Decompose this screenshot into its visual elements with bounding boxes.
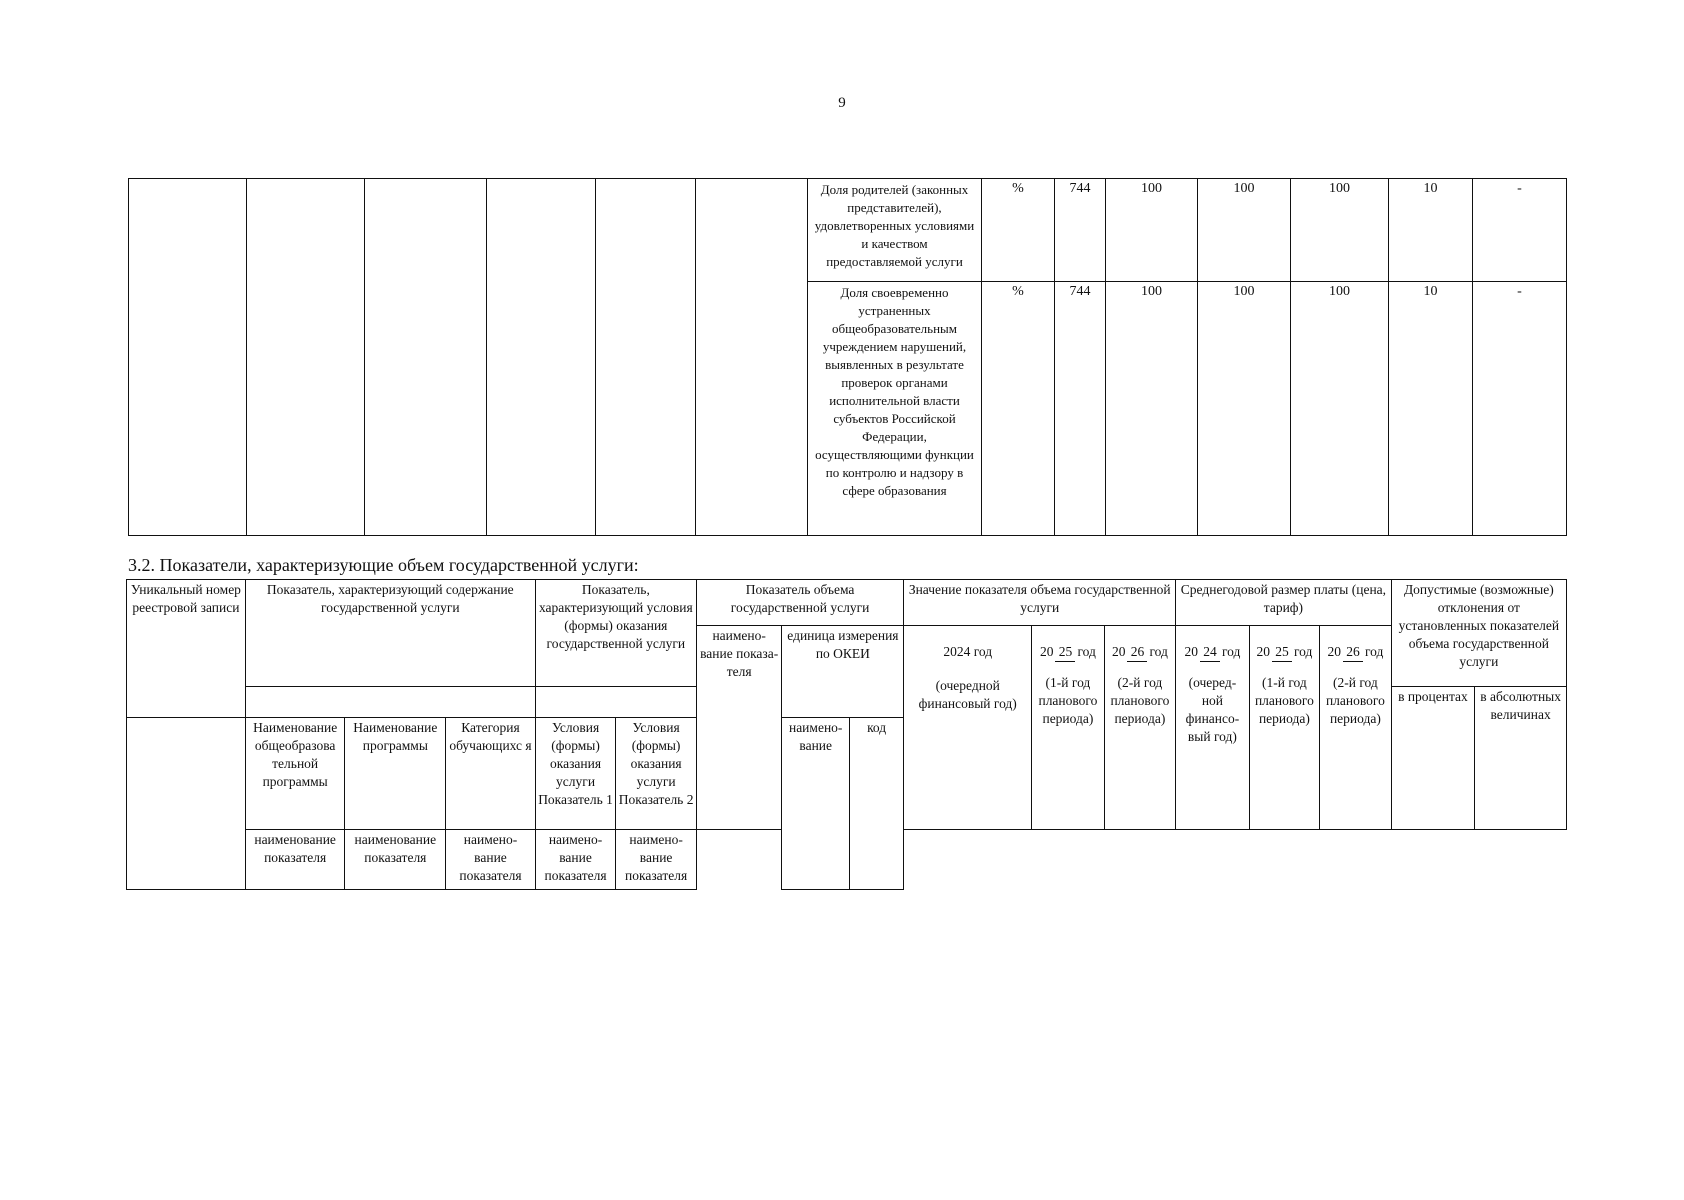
student-category-header: Категория обучающихс я	[446, 718, 536, 830]
year-prefix: 20	[1184, 644, 1198, 659]
value-2025-cell: 100	[1198, 282, 1291, 536]
indicator-name-cell: Доля родителей (законных представителей), удовлетворенных условиями и качеством предоставляемой услуги	[808, 179, 982, 282]
deviation-absolute-cell: -	[1473, 282, 1567, 536]
value-2026-cell: 100	[1291, 282, 1389, 536]
value-2025-header	[1032, 626, 1104, 830]
value-2026-note: (2-й год планового периода)	[1110, 675, 1170, 726]
empty-cell	[696, 179, 808, 536]
fee-2025-note: (1-й год планового периода)	[1254, 675, 1314, 726]
unit-cell: %	[982, 179, 1055, 282]
deviation-percent-cell: 10	[1389, 282, 1473, 536]
year-prefix: 20	[1111, 644, 1126, 659]
value-2024-cell: 100	[1106, 282, 1198, 536]
year-suffix: год	[1077, 644, 1096, 659]
indicator-name-label: наименование показателя	[245, 830, 345, 890]
value-2026-year	[1107, 643, 1174, 662]
year-digits: 25	[1055, 643, 1075, 662]
empty-cell	[247, 179, 365, 536]
volume-indicator-header: Показатель объема государственной услуги	[696, 580, 903, 626]
okei-code-cell: 744	[1055, 179, 1106, 282]
year-suffix: год	[1364, 644, 1384, 659]
deviation-percent-cell: 10	[1389, 179, 1473, 282]
fee-2024-note: (очеред- ной финансо- вый год)	[1185, 675, 1240, 744]
indicator-name-label: наименование показателя	[345, 830, 446, 890]
value-2024-year: 2024 год	[943, 644, 993, 659]
value-2025-year	[1034, 643, 1101, 662]
value-2026-cell: 100	[1291, 179, 1389, 282]
unit-name-header: наимено- вание	[782, 718, 849, 890]
fee-2024-year	[1178, 643, 1247, 662]
value-2024-cell: 100	[1106, 179, 1198, 282]
program-header: Наименование программы	[345, 718, 446, 830]
empty-cell	[129, 179, 247, 536]
year-digits: 26	[1343, 643, 1363, 662]
year-digits: 25	[1272, 643, 1292, 662]
condition-2-header: Условия (формы) оказания услуги Показатель 2	[616, 718, 697, 830]
allowed-deviation-header: Допустимые (возможные) отклонения от установленных показателей объема государственной услуги	[1391, 580, 1566, 687]
content-indicator-header: Показатель, характеризующий содержание государственной услуги	[245, 580, 535, 687]
conditions-indicator-header-blank	[535, 687, 696, 718]
year-digits: 26	[1127, 643, 1147, 662]
header-row	[127, 580, 1567, 626]
condition-1-header: Условия (формы) оказания услуги Показатель 1	[535, 718, 616, 830]
okei-code-cell: 744	[1055, 282, 1106, 536]
indicator-name-cell: Доля своевременно устраненных общеобразовательным учреждением нарушений, выявленных в результате проверок органами исполнительной власти субъектов Российской Федерации, осуществляющими функции по контролю и надзору в сфере образования	[808, 282, 982, 536]
content-indicator-header-blank	[245, 687, 535, 718]
volume-name-header: наимено- вание показа- теля	[696, 626, 782, 830]
annual-fee-header: Среднегодовой размер платы (цена, тариф)	[1176, 580, 1392, 626]
value-2024-note: (очередной финансовый год)	[918, 678, 1017, 711]
program-name-header: Наименование общеобразова тельной программы	[245, 718, 345, 830]
deviation-absolute-header: в абсолютных величинах	[1475, 687, 1567, 830]
fee-2024-header	[1176, 626, 1250, 830]
unit-code-header: код	[849, 718, 903, 890]
fee-2025-year	[1252, 643, 1317, 662]
volume-indicators-table	[126, 579, 1567, 890]
empty-cell	[596, 179, 696, 536]
deviation-absolute-cell: -	[1473, 179, 1567, 282]
table-row	[129, 179, 1567, 282]
fee-2026-note: (2-й год планового периода)	[1325, 675, 1385, 726]
year-suffix: год	[1293, 644, 1313, 659]
year-suffix: год	[1149, 644, 1168, 659]
year-prefix: 20	[1039, 644, 1054, 659]
quality-indicators-table-continued	[128, 178, 1567, 536]
unit-cell: %	[982, 282, 1055, 536]
fee-2025-header	[1249, 626, 1319, 830]
registry-number-header: Уникальный номер реестровой записи	[127, 580, 246, 718]
registry-number-blank	[127, 718, 246, 890]
page-number: 9	[838, 95, 846, 111]
unit-okei-header: единица измерения по ОКЕИ	[782, 626, 904, 718]
conditions-indicator-header: Показатель, характеризующий условия (формы) оказания государственной услуги	[535, 580, 696, 687]
empty-cell	[487, 179, 596, 536]
value-2025-note: (1-й год планового периода)	[1038, 675, 1098, 726]
year-digits: 24	[1200, 643, 1220, 662]
indicator-name-label: наимено- вание показателя	[616, 830, 697, 890]
indicator-name-label: наимено- вание показателя	[535, 830, 616, 890]
fee-2026-header	[1320, 626, 1392, 830]
value-2026-header	[1104, 626, 1176, 830]
empty-cell	[365, 179, 487, 536]
value-2024-header	[904, 626, 1032, 830]
year-suffix: год	[1221, 644, 1241, 659]
volume-value-header: Значение показателя объема государственной услуги	[904, 580, 1176, 626]
value-2025-cell: 100	[1198, 179, 1291, 282]
section-heading: 3.2. Показатели, характеризующие объем государственной услуги:	[128, 555, 639, 575]
indicator-name-label: наимено- вание показателя	[446, 830, 536, 890]
deviation-percent-header: в процентах	[1391, 687, 1475, 830]
fee-2026-year	[1322, 643, 1389, 662]
year-prefix: 20	[1256, 644, 1270, 659]
year-prefix: 20	[1327, 644, 1341, 659]
